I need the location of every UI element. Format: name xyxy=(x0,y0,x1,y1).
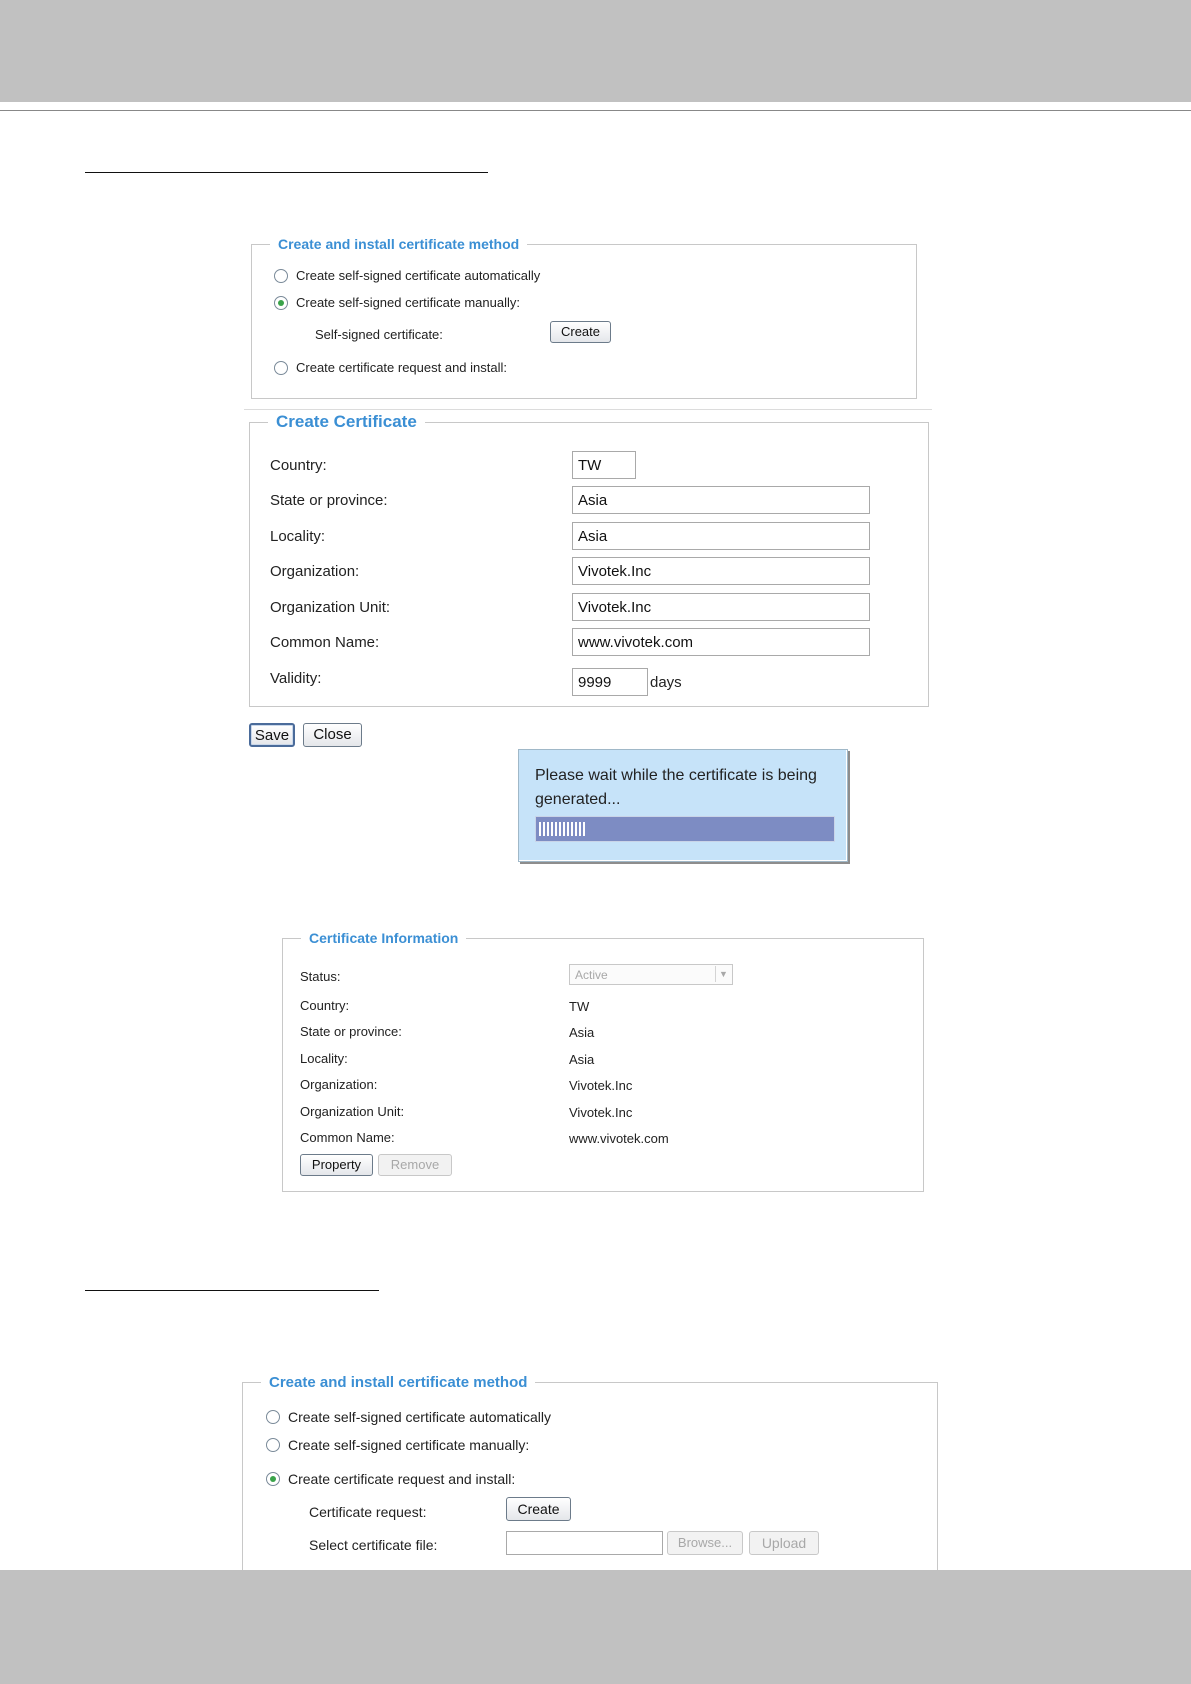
country-label: Country: xyxy=(270,457,327,474)
info-locality-label: Locality: xyxy=(300,1051,348,1066)
option-request-2[interactable] xyxy=(266,1471,515,1487)
radio-manual[interactable] xyxy=(274,296,288,310)
progress-bar xyxy=(535,816,835,842)
progress-fill xyxy=(539,822,586,836)
info-organization-value: Vivotek.Inc xyxy=(569,1078,633,1093)
certificate-file-input[interactable] xyxy=(506,1531,663,1555)
organization-unit-input[interactable]: Vivotek.Inc xyxy=(572,593,870,621)
radio-auto[interactable] xyxy=(274,269,288,283)
state-input[interactable]: Asia xyxy=(572,486,870,514)
option-request[interactable] xyxy=(274,360,507,375)
organization-label: Organization: xyxy=(270,563,360,580)
option-auto-label: Create self-signed certificate automatically xyxy=(296,268,541,283)
create-request-button[interactable]: Create xyxy=(506,1497,571,1521)
create-certificate-legend: Create Certificate xyxy=(276,412,417,431)
method-box-legend: Create and install certificate method xyxy=(278,236,520,252)
header-rule xyxy=(0,110,1191,111)
page-header-band xyxy=(0,0,1191,102)
self-signed-label: Self-signed certificate: xyxy=(315,327,443,342)
browse-button: Browse... xyxy=(667,1531,743,1555)
page-footer-band xyxy=(0,1570,1191,1684)
info-organization-unit-value: Vivotek.Inc xyxy=(569,1105,633,1120)
info-common-name-label: Common Name: xyxy=(300,1130,395,1145)
radio-manual-2[interactable] xyxy=(266,1438,280,1452)
radio-request[interactable] xyxy=(274,361,288,375)
validity-label: Validity: xyxy=(270,670,322,687)
locality-input[interactable]: Asia xyxy=(572,522,870,550)
option-request-2-label: Create certificate request and install: xyxy=(288,1471,516,1487)
validity-input[interactable]: 9999 xyxy=(572,668,648,696)
option-manual[interactable] xyxy=(274,295,520,310)
option-manual-2[interactable] xyxy=(266,1437,529,1453)
radio-auto-2[interactable] xyxy=(266,1410,280,1424)
info-common-name-value: www.vivotek.com xyxy=(569,1131,669,1146)
certificate-info-legend: Certificate Information xyxy=(309,930,459,946)
option-auto[interactable] xyxy=(274,268,540,283)
option-auto-2[interactable] xyxy=(266,1409,551,1425)
locality-label: Locality: xyxy=(270,528,326,545)
status-value: Active xyxy=(575,967,608,982)
status-label: Status: xyxy=(300,969,341,984)
common-name-input[interactable]: www.vivotek.com xyxy=(572,628,870,656)
info-locality-value: Asia xyxy=(569,1052,595,1067)
info-country-label: Country: xyxy=(300,998,350,1013)
info-organization-label: Organization: xyxy=(300,1077,378,1092)
wait-message: Please wait while the certificate is being generated... xyxy=(535,767,817,808)
organization-input[interactable]: Vivotek.Inc xyxy=(572,557,870,585)
state-label: State or province: xyxy=(270,492,388,509)
info-state-value: Asia xyxy=(569,1025,595,1040)
section-heading-rule-2 xyxy=(85,1290,379,1291)
save-button[interactable]: Save xyxy=(249,723,295,747)
organization-unit-label: Organization Unit: xyxy=(270,599,391,616)
common-name-label: Common Name: xyxy=(270,634,380,651)
option-manual-label: Create self-signed certificate manually: xyxy=(296,295,520,310)
property-button[interactable]: Property xyxy=(300,1154,373,1176)
radio-request-2[interactable] xyxy=(266,1472,280,1486)
section-heading-rule xyxy=(85,172,488,173)
country-input[interactable]: TW xyxy=(572,451,636,479)
upload-button: Upload xyxy=(749,1531,819,1555)
create-self-signed-button[interactable]: Create xyxy=(550,321,611,343)
option-manual-2-label: Create self-signed certificate manually: xyxy=(288,1437,530,1453)
method-box-2-legend: Create and install certificate method xyxy=(269,1374,528,1391)
wait-dialog xyxy=(518,749,848,862)
info-country-value: TW xyxy=(569,999,590,1014)
close-button[interactable]: Close xyxy=(303,723,362,747)
option-request-label: Create certificate request and install: xyxy=(296,360,507,375)
remove-button: Remove xyxy=(378,1154,452,1176)
status-select xyxy=(569,964,733,985)
divider xyxy=(244,409,932,410)
select-file-label: Select certificate file: xyxy=(309,1537,438,1553)
validity-unit: days xyxy=(650,674,682,691)
chevron-down-icon: ▼ xyxy=(715,966,731,982)
option-auto-2-label: Create self-signed certificate automatically xyxy=(288,1409,552,1425)
info-state-label: State or province: xyxy=(300,1024,402,1039)
info-organization-unit-label: Organization Unit: xyxy=(300,1104,405,1119)
cert-request-label: Certificate request: xyxy=(309,1504,427,1520)
